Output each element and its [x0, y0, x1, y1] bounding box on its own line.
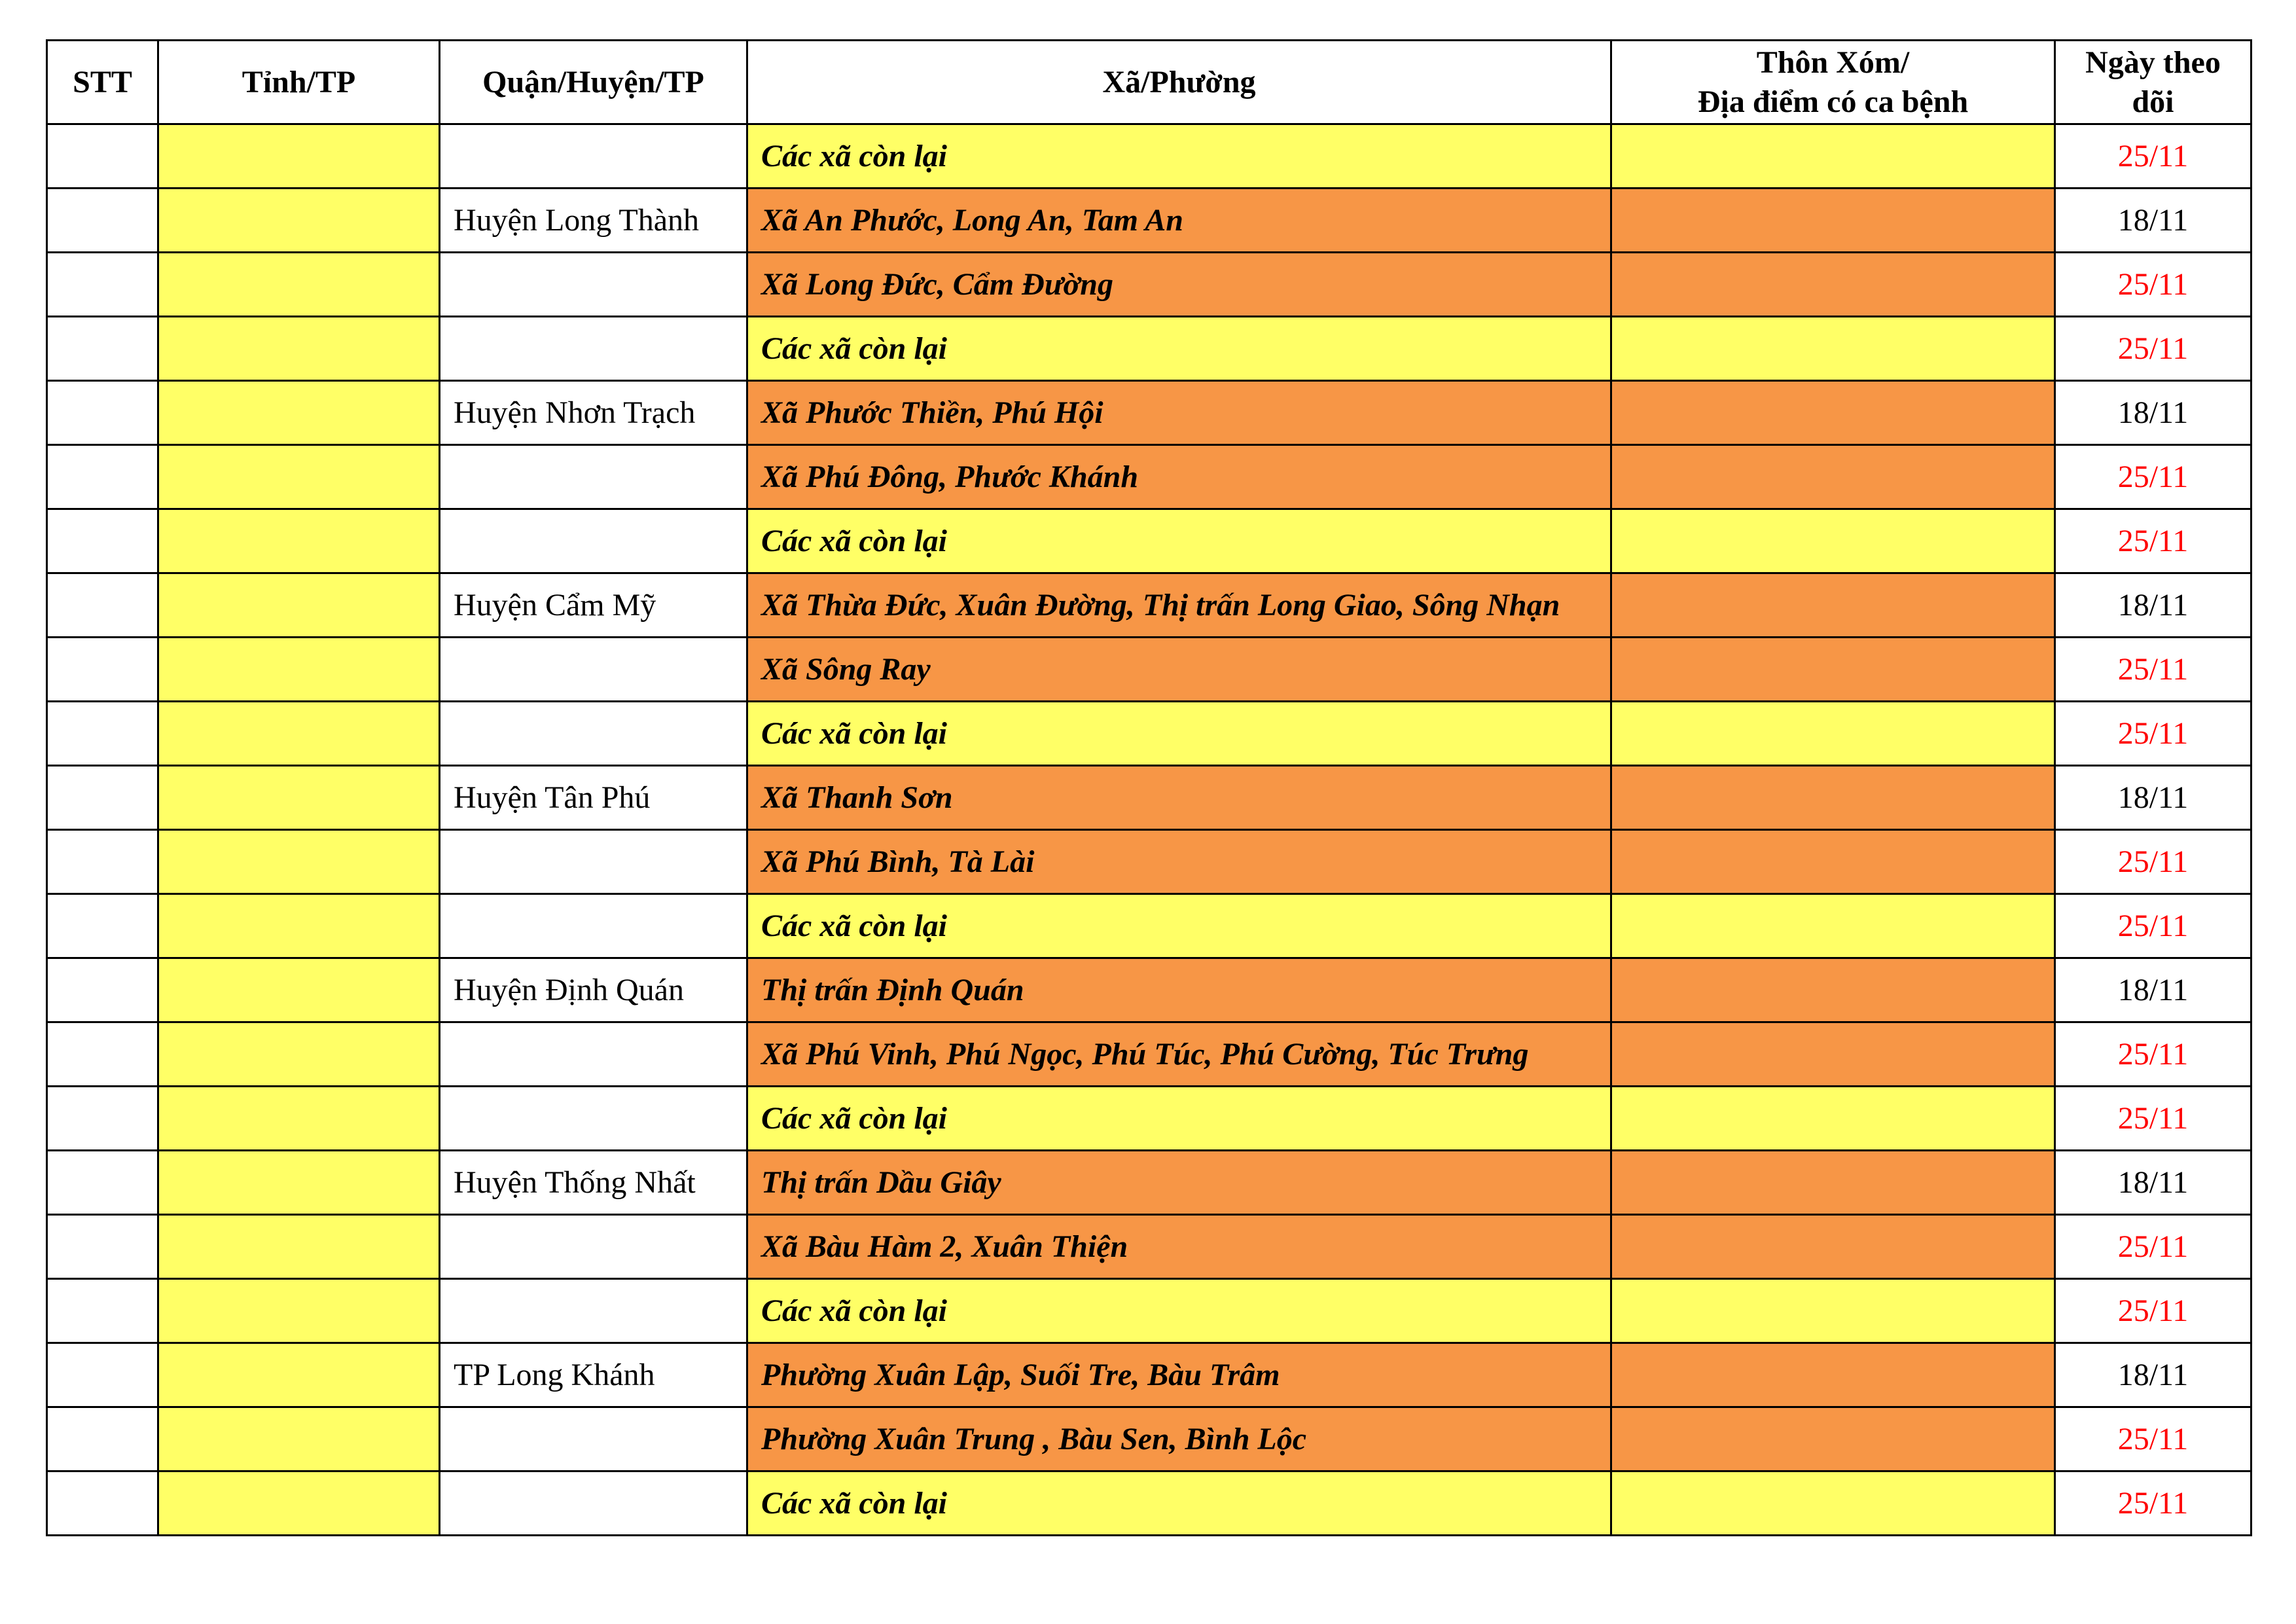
ward-cell: Xã Phú Bình, Tà Lài [747, 830, 1611, 894]
hamlet-cell [1611, 253, 2055, 317]
table-row [47, 573, 2251, 638]
stt-cell [47, 1279, 158, 1343]
hamlet-cell [1611, 830, 2055, 894]
date-cell: 18/11 [2055, 1343, 2251, 1407]
ward-cell: Xã An Phước, Long An, Tam An [747, 189, 1611, 253]
hamlet-cell [1611, 1087, 2055, 1151]
header-date-line2: dõi [2132, 84, 2174, 119]
ward-cell: Các xã còn lại [747, 317, 1611, 381]
table-row [47, 1343, 2251, 1407]
ward-cell: Xã Long Đức, Cẩm Đường [747, 253, 1611, 317]
ward-cell: Xã Phước Thiền, Phú Hội [747, 381, 1611, 445]
table-row [47, 894, 2251, 958]
district-cell [440, 638, 747, 702]
hamlet-cell [1611, 766, 2055, 830]
stt-cell [47, 830, 158, 894]
district-cell [440, 509, 747, 573]
header-hamlet [1611, 41, 2055, 124]
stt-cell [47, 702, 158, 766]
date-cell: 25/11 [2055, 1087, 2251, 1151]
stt-cell [47, 894, 158, 958]
district-cell [440, 124, 747, 189]
province-cell [158, 702, 440, 766]
ward-cell: Xã Sông Ray [747, 638, 1611, 702]
district-cell [440, 317, 747, 381]
table-row [47, 445, 2251, 509]
ward-cell: Các xã còn lại [747, 1279, 1611, 1343]
province-cell [158, 1215, 440, 1279]
header-ward: Xã/Phường [747, 41, 1611, 124]
header-date [2055, 41, 2251, 124]
table-row [47, 702, 2251, 766]
stt-cell [47, 124, 158, 189]
stt-cell [47, 1022, 158, 1087]
table-row [47, 830, 2251, 894]
hamlet-cell [1611, 381, 2055, 445]
table-row [47, 509, 2251, 573]
stt-cell [47, 1343, 158, 1407]
table-row [47, 124, 2251, 189]
table-row [47, 1022, 2251, 1087]
covid-zone-table [46, 39, 2252, 1536]
stt-cell [47, 1407, 158, 1471]
district-cell: Huyện Định Quán [440, 958, 747, 1022]
table-row [47, 958, 2251, 1022]
province-cell [158, 253, 440, 317]
province-cell [158, 1407, 440, 1471]
date-cell: 18/11 [2055, 1151, 2251, 1215]
table-row [47, 1215, 2251, 1279]
stt-cell [47, 958, 158, 1022]
province-cell [158, 189, 440, 253]
ward-cell: Xã Phú Đông, Phước Khánh [747, 445, 1611, 509]
date-cell: 25/11 [2055, 1407, 2251, 1471]
hamlet-cell [1611, 445, 2055, 509]
ward-cell: Thị trấn Dầu Giây [747, 1151, 1611, 1215]
table-row [47, 638, 2251, 702]
table-body [47, 124, 2251, 1536]
ward-cell: Các xã còn lại [747, 894, 1611, 958]
date-cell: 25/11 [2055, 1215, 2251, 1279]
ward-cell: Các xã còn lại [747, 702, 1611, 766]
stt-cell [47, 381, 158, 445]
stt-cell [47, 638, 158, 702]
hamlet-cell [1611, 317, 2055, 381]
hamlet-cell [1611, 1279, 2055, 1343]
province-cell [158, 509, 440, 573]
province-cell [158, 766, 440, 830]
stt-cell [47, 573, 158, 638]
district-cell [440, 1022, 747, 1087]
table-row [47, 766, 2251, 830]
table-row [47, 1279, 2251, 1343]
province-cell [158, 1471, 440, 1536]
hamlet-cell [1611, 638, 2055, 702]
table-row [47, 253, 2251, 317]
date-cell: 25/11 [2055, 1279, 2251, 1343]
province-cell [158, 1343, 440, 1407]
province-cell [158, 124, 440, 189]
district-cell [440, 1407, 747, 1471]
hamlet-cell [1611, 894, 2055, 958]
province-cell [158, 573, 440, 638]
district-cell: Huyện Long Thành [440, 189, 747, 253]
ward-cell: Xã Bàu Hàm 2, Xuân Thiện [747, 1215, 1611, 1279]
date-cell: 25/11 [2055, 702, 2251, 766]
stt-cell [47, 509, 158, 573]
ward-cell: Các xã còn lại [747, 124, 1611, 189]
district-cell [440, 1087, 747, 1151]
header-stt: STT [47, 41, 158, 124]
hamlet-cell [1611, 1343, 2055, 1407]
stt-cell [47, 317, 158, 381]
district-cell: TP Long Khánh [440, 1343, 747, 1407]
district-cell [440, 894, 747, 958]
hamlet-cell [1611, 573, 2055, 638]
table-row [47, 1407, 2251, 1471]
district-cell: Huyện Tân Phú [440, 766, 747, 830]
hamlet-cell [1611, 702, 2055, 766]
district-cell [440, 1279, 747, 1343]
province-cell [158, 894, 440, 958]
date-cell: 18/11 [2055, 381, 2251, 445]
hamlet-cell [1611, 1407, 2055, 1471]
district-cell [440, 1215, 747, 1279]
district-cell: Huyện Cẩm Mỹ [440, 573, 747, 638]
stt-cell [47, 1215, 158, 1279]
ward-cell: Phường Xuân Trung , Bàu Sen, Bình Lộc [747, 1407, 1611, 1471]
province-cell [158, 1022, 440, 1087]
ward-cell: Các xã còn lại [747, 509, 1611, 573]
ward-cell: Xã Thừa Đức, Xuân Đường, Thị trấn Long Giao, Sông Nhạn [747, 573, 1611, 638]
hamlet-cell [1611, 124, 2055, 189]
province-cell [158, 445, 440, 509]
province-cell [158, 830, 440, 894]
hamlet-cell [1611, 509, 2055, 573]
province-cell [158, 317, 440, 381]
ward-cell: Xã Phú Vinh, Phú Ngọc, Phú Túc, Phú Cường, Túc Trưng [747, 1022, 1611, 1087]
date-cell: 18/11 [2055, 766, 2251, 830]
date-cell: 25/11 [2055, 1022, 2251, 1087]
stt-cell [47, 766, 158, 830]
header-province: Tỉnh/TP [158, 41, 440, 124]
date-cell: 25/11 [2055, 445, 2251, 509]
header-date-line1: Ngày theo [2085, 45, 2221, 80]
stt-cell [47, 445, 158, 509]
date-cell: 25/11 [2055, 830, 2251, 894]
hamlet-cell [1611, 1151, 2055, 1215]
header-hamlet-line2: Địa điểm có ca bệnh [1697, 84, 1969, 119]
district-cell [440, 702, 747, 766]
date-cell: 25/11 [2055, 638, 2251, 702]
header-hamlet-line1: Thôn Xóm/ [1756, 45, 1910, 80]
table-row [47, 1471, 2251, 1536]
date-cell: 25/11 [2055, 253, 2251, 317]
province-cell [158, 638, 440, 702]
date-cell: 18/11 [2055, 189, 2251, 253]
ward-cell: Các xã còn lại [747, 1087, 1611, 1151]
province-cell [158, 1279, 440, 1343]
date-cell: 25/11 [2055, 1471, 2251, 1536]
district-cell [440, 445, 747, 509]
province-cell [158, 958, 440, 1022]
table-row [47, 381, 2251, 445]
stt-cell [47, 1151, 158, 1215]
table-row [47, 1087, 2251, 1151]
ward-cell: Thị trấn Định Quán [747, 958, 1611, 1022]
district-cell: Huyện Nhơn Trạch [440, 381, 747, 445]
stt-cell [47, 253, 158, 317]
province-cell [158, 381, 440, 445]
district-cell [440, 830, 747, 894]
header-district: Quận/Huyện/TP [440, 41, 747, 124]
date-cell: 25/11 [2055, 894, 2251, 958]
stt-cell [47, 189, 158, 253]
table-header-row [47, 41, 2251, 124]
date-cell: 25/11 [2055, 317, 2251, 381]
table-row [47, 189, 2251, 253]
date-cell: 18/11 [2055, 958, 2251, 1022]
table-row [47, 317, 2251, 381]
district-cell: Huyện Thống Nhất [440, 1151, 747, 1215]
hamlet-cell [1611, 1471, 2055, 1536]
province-cell [158, 1087, 440, 1151]
hamlet-cell [1611, 1022, 2055, 1087]
ward-cell: Phường Xuân Lập, Suối Tre, Bàu Trâm [747, 1343, 1611, 1407]
stt-cell [47, 1087, 158, 1151]
stt-cell [47, 1471, 158, 1536]
hamlet-cell [1611, 958, 2055, 1022]
district-cell [440, 1471, 747, 1536]
hamlet-cell [1611, 189, 2055, 253]
hamlet-cell [1611, 1215, 2055, 1279]
date-cell: 25/11 [2055, 509, 2251, 573]
ward-cell: Xã Thanh Sơn [747, 766, 1611, 830]
table-row [47, 1151, 2251, 1215]
date-cell: 18/11 [2055, 573, 2251, 638]
district-cell [440, 253, 747, 317]
date-cell: 25/11 [2055, 124, 2251, 189]
province-cell [158, 1151, 440, 1215]
ward-cell: Các xã còn lại [747, 1471, 1611, 1536]
